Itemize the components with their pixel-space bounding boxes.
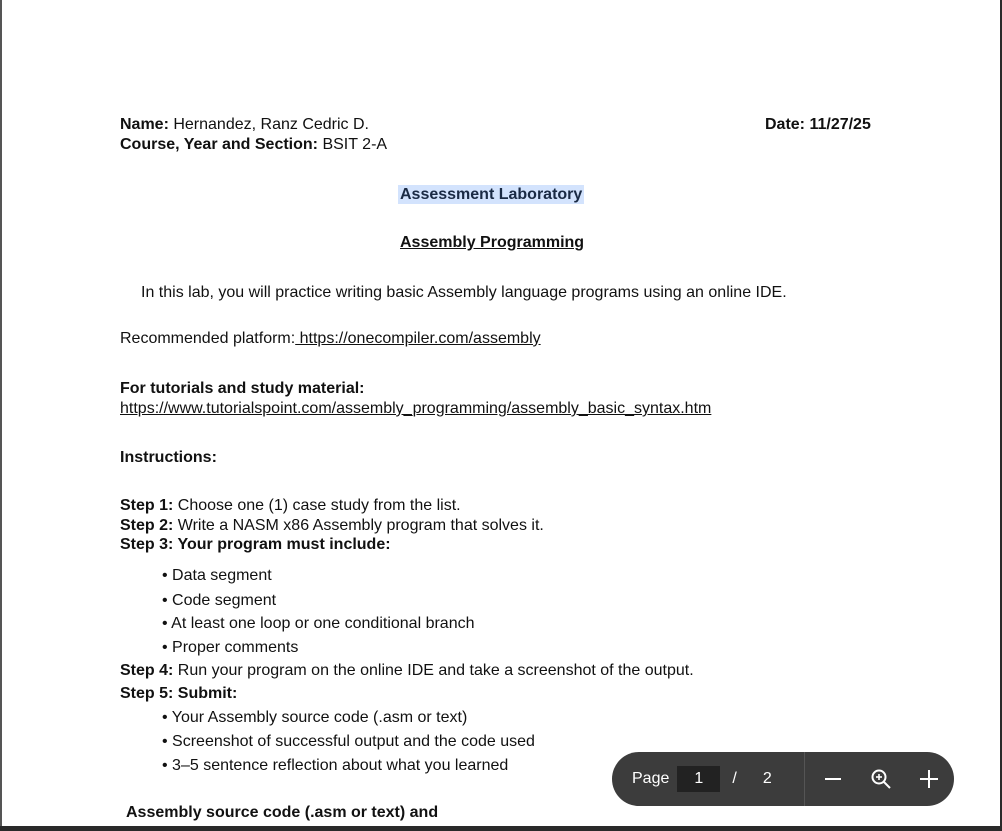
list-item: • Your Assembly source code (.asm or text) <box>162 709 468 726</box>
minus-icon <box>823 769 843 789</box>
step-2: Step 2: Write a NASM x86 Assembly program that solves it. <box>120 517 544 534</box>
instructions-heading: Instructions: <box>120 449 217 466</box>
platform-line: Recommended platform: https://onecompiler.com/assembly <box>120 330 541 347</box>
list-item: • Data segment <box>162 567 272 584</box>
list-item: • 3–5 sentence reflection about what you learned <box>162 757 509 774</box>
list-item: • Proper comments <box>162 639 299 656</box>
page-separator: / <box>732 770 737 787</box>
page-label: Page <box>632 770 670 787</box>
course-line: Course, Year and Section: BSIT 2-A <box>120 136 388 153</box>
zoom-out-button[interactable] <box>813 759 853 799</box>
zoom-in-button[interactable] <box>909 759 949 799</box>
platform-link[interactable]: https://onecompiler.com/assembly <box>295 330 541 347</box>
footer-heading: Assembly source code (.asm or text) and <box>126 804 439 821</box>
plus-icon <box>918 768 940 790</box>
total-pages: 2 <box>762 770 772 787</box>
date: Date: 11/27/25 <box>765 116 871 133</box>
name-line: Name: Hernandez, Ranz Cedric D. <box>120 116 369 133</box>
step-4: Step 4: Run your program on the online IDE and take a screenshot of the output. <box>120 662 694 679</box>
doc-subtitle: Assembly Programming <box>400 234 585 251</box>
zoom-magnifier-icon <box>870 768 892 790</box>
step-3: Step 3: Your program must include: <box>120 536 391 553</box>
tutorials-label: For tutorials and study material: <box>120 380 365 397</box>
page-number-input[interactable] <box>677 766 720 792</box>
tutorials-link[interactable]: https://www.tutorialspoint.com/assembly_programming/assembly_basic_syntax.htm <box>120 400 712 417</box>
pdf-page-toolbar <box>612 752 954 806</box>
intro: In this lab, you will practice writing basic Assembly language programs using an online IDE. <box>141 284 787 301</box>
list-item: • Code segment <box>162 592 277 609</box>
fit-zoom-button[interactable] <box>861 759 901 799</box>
doc-title: Assessment Laboratory <box>400 186 583 203</box>
list-item: • Screenshot of successful output and the code used <box>162 733 535 750</box>
list-item: • At least one loop or one conditional branch <box>162 615 475 632</box>
step-1: Step 1: Choose one (1) case study from the list. <box>120 497 461 514</box>
toolbar-divider <box>804 752 805 806</box>
step-5: Step 5: Submit: <box>120 685 238 702</box>
